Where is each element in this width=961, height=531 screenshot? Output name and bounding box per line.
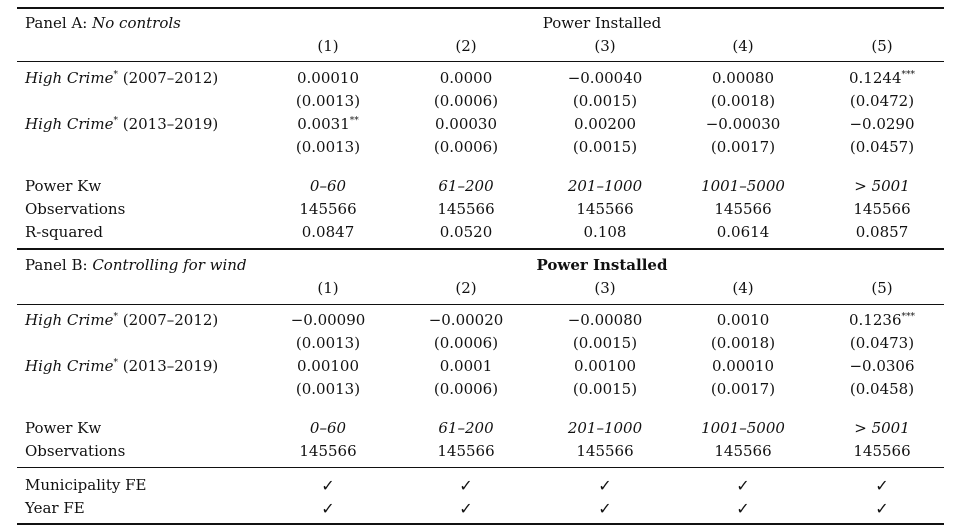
std-error-cell: (0.0457) — [849, 138, 915, 156]
row-label: Power Kw — [25, 419, 102, 437]
coefficient-cell: 0.1236*** — [849, 311, 915, 329]
observations-cell: 145566 — [853, 200, 911, 218]
std-error-cell: (0.0006) — [433, 92, 499, 110]
panel-b-header-rule — [17, 304, 944, 305]
panel-divider-rule — [17, 248, 944, 250]
check-icon: ✓ — [736, 499, 750, 518]
check-icon: ✓ — [321, 499, 335, 518]
std-error-cell: (0.0472) — [849, 92, 915, 110]
power-range-cell: 61–200 — [438, 419, 494, 437]
panel-b-column-numbers — [0, 277, 961, 300]
table-row — [0, 378, 961, 401]
panel-a-title-row — [0, 12, 961, 35]
panel-a-header-rule — [17, 61, 944, 62]
coefficient-cell: 0.00200 — [573, 115, 637, 133]
row-label: Power Kw — [25, 177, 102, 195]
row-label: Year FE — [25, 499, 85, 517]
power-range-cell: 0–60 — [309, 419, 347, 437]
power-range-cell: 1001–5000 — [701, 419, 785, 437]
r-squared-cell: 0.0614 — [716, 223, 770, 241]
std-error-cell: (0.0018) — [710, 92, 776, 110]
row-label: R-squared — [25, 223, 103, 241]
fixed-effects-rule — [17, 467, 944, 468]
check-icon: ✓ — [598, 476, 612, 495]
power-range-cell: 1001–5000 — [701, 177, 785, 195]
power-range-cell: > 5001 — [854, 419, 910, 437]
std-error-cell: (0.0473) — [849, 334, 915, 352]
row-label: Observations — [25, 442, 126, 460]
r-squared-cell: 0.0857 — [855, 223, 909, 241]
std-error-cell: (0.0015) — [572, 334, 638, 352]
row-label: High Crime* (2007–2012) — [25, 69, 219, 87]
observations-cell: 145566 — [437, 200, 495, 218]
panel-a-header: Power Installed — [542, 14, 662, 32]
check-icon: ✓ — [459, 499, 473, 518]
coefficient-cell: −0.00040 — [567, 69, 643, 87]
std-error-cell: (0.0017) — [710, 380, 776, 398]
column-number: (3) — [594, 279, 616, 297]
column-number: (3) — [594, 37, 616, 55]
power-range-cell: > 5001 — [854, 177, 910, 195]
column-number: (5) — [871, 37, 893, 55]
coefficient-cell: 0.00010 — [296, 69, 360, 87]
observations-cell: 145566 — [853, 442, 911, 460]
std-error-cell: (0.0013) — [295, 334, 361, 352]
panel-b-header: Power Installed — [536, 256, 668, 274]
coefficient-cell: 0.00100 — [296, 357, 360, 375]
row-label: Municipality FE — [25, 476, 147, 494]
std-error-cell: (0.0015) — [572, 138, 638, 156]
coefficient-cell: −0.00090 — [290, 311, 366, 329]
power-range-cell: 201–1000 — [567, 419, 643, 437]
column-number: (5) — [871, 279, 893, 297]
table-row — [0, 136, 961, 159]
observations-cell: 145566 — [299, 442, 357, 460]
check-icon: ✓ — [598, 499, 612, 518]
check-icon: ✓ — [736, 476, 750, 495]
row-label: Observations — [25, 200, 126, 218]
observations-cell: 145566 — [714, 442, 772, 460]
power-range-cell: 0–60 — [309, 177, 347, 195]
coefficient-cell: 0.0000 — [439, 69, 493, 87]
std-error-cell: (0.0015) — [572, 92, 638, 110]
coefficient-cell: 0.00100 — [573, 357, 637, 375]
panel-a-label: Panel A: No controls — [25, 14, 181, 32]
coefficient-cell: 0.0031** — [297, 115, 359, 133]
fixed-effect-row — [0, 474, 961, 497]
column-number: (4) — [732, 37, 754, 55]
std-error-cell: (0.0013) — [295, 92, 361, 110]
r-squared-cell: 0.0847 — [301, 223, 355, 241]
observations-cell: 145566 — [714, 200, 772, 218]
std-error-cell: (0.0015) — [572, 380, 638, 398]
column-number: (4) — [732, 279, 754, 297]
power-kw-row — [0, 175, 961, 198]
check-icon: ✓ — [321, 476, 335, 495]
table-row — [0, 332, 961, 355]
r-squared-row — [0, 221, 961, 244]
std-error-cell: (0.0018) — [710, 334, 776, 352]
r-squared-cell: 0.108 — [583, 223, 627, 241]
table-row — [0, 67, 961, 90]
top-rule — [17, 7, 944, 9]
column-number: (1) — [317, 37, 339, 55]
coefficient-cell: 0.1244*** — [849, 69, 915, 87]
coefficient-cell: 0.0010 — [716, 311, 770, 329]
std-error-cell: (0.0013) — [295, 380, 361, 398]
std-error-cell: (0.0013) — [295, 138, 361, 156]
column-number: (1) — [317, 279, 339, 297]
table-row — [0, 355, 961, 378]
std-error-cell: (0.0458) — [849, 380, 915, 398]
power-kw-row — [0, 417, 961, 440]
coefficient-cell: −0.0290 — [849, 115, 915, 133]
coefficient-cell: −0.00030 — [705, 115, 781, 133]
column-number: (2) — [455, 37, 477, 55]
coefficient-cell: 0.00030 — [434, 115, 498, 133]
observations-row — [0, 440, 961, 463]
check-icon: ✓ — [875, 499, 889, 518]
observations-row — [0, 198, 961, 221]
power-range-cell: 201–1000 — [567, 177, 643, 195]
coefficient-cell: −0.0306 — [849, 357, 915, 375]
row-label: High Crime* (2013–2019) — [25, 115, 219, 133]
observations-cell: 145566 — [437, 442, 495, 460]
std-error-cell: (0.0006) — [433, 334, 499, 352]
fixed-effect-row — [0, 497, 961, 520]
std-error-cell: (0.0006) — [433, 380, 499, 398]
table-row — [0, 90, 961, 113]
coefficient-cell: 0.0001 — [439, 357, 493, 375]
check-icon: ✓ — [459, 476, 473, 495]
row-label: High Crime* (2007–2012) — [25, 311, 219, 329]
coefficient-cell: −0.00020 — [428, 311, 504, 329]
std-error-cell: (0.0017) — [710, 138, 776, 156]
panel-b-title-row — [0, 254, 961, 277]
observations-cell: 145566 — [576, 200, 634, 218]
bottom-rule — [17, 523, 944, 525]
r-squared-cell: 0.0520 — [439, 223, 493, 241]
table-row — [0, 309, 961, 332]
table-row — [0, 113, 961, 136]
panel-b-label: Panel B: Controlling for wind — [25, 256, 247, 274]
coefficient-cell: 0.00010 — [711, 357, 775, 375]
panel-a-column-numbers — [0, 35, 961, 58]
coefficient-cell: 0.00080 — [711, 69, 775, 87]
column-number: (2) — [455, 279, 477, 297]
observations-cell: 145566 — [576, 442, 634, 460]
power-range-cell: 61–200 — [438, 177, 494, 195]
check-icon: ✓ — [875, 476, 889, 495]
observations-cell: 145566 — [299, 200, 357, 218]
row-label: High Crime* (2013–2019) — [25, 357, 219, 375]
std-error-cell: (0.0006) — [433, 138, 499, 156]
coefficient-cell: −0.00080 — [567, 311, 643, 329]
